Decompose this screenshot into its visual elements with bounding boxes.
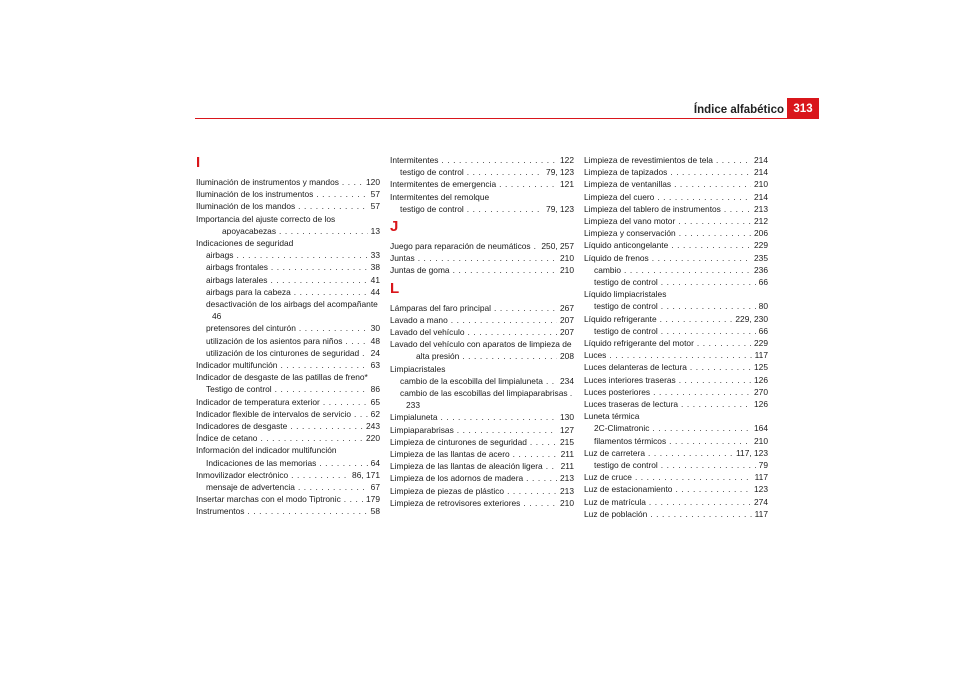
index-subentry: 2C-Climatronic . . . 164 xyxy=(584,422,768,434)
index-subentry: filamentos térmicos . . . 210 xyxy=(584,435,768,447)
index-entry: Inmovilizador electrónico . . . 86, 171 xyxy=(196,469,380,481)
section-letter: J xyxy=(390,218,399,236)
index-entry: Iluminación de los instrumentos . . . 57 xyxy=(196,188,380,200)
index-subentry: cambio . . . 236 xyxy=(584,264,768,276)
index-entry: Limpieza de cinturones de seguridad . . . 215 xyxy=(390,436,574,448)
index-subentry: Testigo de control . . . 86 xyxy=(196,383,380,395)
index-entry: Luces . . . 117 xyxy=(584,349,768,361)
index-entry: Líquido refrigerante . . . 229, 230 xyxy=(584,313,768,325)
index-entry: Iluminación de instrumentos y mandos . . . 120 xyxy=(196,176,380,188)
index-entry: Limpieza del cuero . . . 214 xyxy=(584,191,768,203)
index-column-1 xyxy=(196,154,380,518)
index-entry: Luz de población . . . 117 xyxy=(584,508,768,520)
index-entry: Intermitentes . . . 122 xyxy=(390,154,574,166)
index-entry: Indicadores de desgaste . . . 243 xyxy=(196,420,380,432)
index-entry: Juntas . . . 210 xyxy=(390,252,574,264)
index-entry: Luces traseras de lectura . . . 126 xyxy=(584,398,768,410)
index-entry: Intermitentes de emergencia . . . 121 xyxy=(390,178,574,190)
index-subentry: utilización de los asientos para niños . . . 48 xyxy=(196,335,380,347)
index-heading: Lavado del vehículo con aparatos de limpieza de xyxy=(390,339,572,350)
index-entry: Luces posteriores . . . 270 xyxy=(584,386,768,398)
index-heading: Indicaciones de seguridad xyxy=(196,238,294,249)
index-entry: Luz de carretera . . . 117, 123 xyxy=(584,447,768,459)
section-letter: I xyxy=(196,154,201,171)
index-column-3 xyxy=(584,154,768,520)
index-entry: Limpieza de los adornos de madera . . . 213 xyxy=(390,472,574,484)
index-entry: Luz de estacionamiento . . . 123 xyxy=(584,483,768,495)
index-subentry: testigo de control . . . 66 xyxy=(584,276,768,288)
index-subentry: airbags laterales . . . 41 xyxy=(196,274,380,286)
index-entry: Luz de matrícula . . . 274 xyxy=(584,496,768,508)
index-column-2 xyxy=(390,154,574,509)
index-subheading: desactivación de los airbags del acompañante xyxy=(206,299,378,310)
header-rule xyxy=(195,118,819,119)
section-letter: L xyxy=(390,279,400,297)
index-subentry: testigo de control . . . 79, 123 xyxy=(390,203,574,215)
index-entry: Juntas de goma . . . 210 xyxy=(390,264,574,276)
index-subentry: airbags . . . 33 xyxy=(196,249,380,261)
index-entry: Luces interiores traseras . . . 126 xyxy=(584,374,768,386)
index-entry: Insertar marchas con el modo Tiptronic . . . 179 xyxy=(196,493,380,505)
page-number: 313 xyxy=(787,98,819,118)
index-entry: Limpialuneta . . . 130 xyxy=(390,411,574,423)
index-heading: Indicador de desgaste de las patillas de freno* xyxy=(196,372,368,383)
index-page-ref: 233 xyxy=(406,400,420,411)
index-entry: Luces delanteras de lectura . . . 125 xyxy=(584,361,768,373)
index-subentry: Indicaciones de las memorias . . . 64 xyxy=(196,457,380,469)
index-entry: Lámparas del faro principal . . . 267 xyxy=(390,302,574,314)
index-subentry: airbags frontales . . . 38 xyxy=(196,261,380,273)
index-subentry: testigo de control . . . 79 xyxy=(584,459,768,471)
index-entry: Iluminación de los mandos . . . 57 xyxy=(196,200,380,212)
index-entry: Limpieza de ventanillas . . . 210 xyxy=(584,178,768,190)
header-title: Índice alfabético xyxy=(693,104,784,116)
index-entry: Limpieza de tapizados . . . 214 xyxy=(584,166,768,178)
index-entry: Líquido de frenos . . . 235 xyxy=(584,252,768,264)
index-entry: Lavado a mano . . . 207 xyxy=(390,314,574,326)
index-entry: Indicador multifunción . . . 63 xyxy=(196,359,380,371)
index-entry: Indicador de temperatura exterior . . . 65 xyxy=(196,396,380,408)
index-entry: Luz de cruce . . . 117 xyxy=(584,471,768,483)
index-heading: Información del indicador multifunción xyxy=(196,445,337,456)
index-heading: Luneta térmica xyxy=(584,411,640,422)
index-entry: Líquido refrigerante del motor . . . 229 xyxy=(584,337,768,349)
index-entry: Limpieza del tablero de instrumentos . . . 213 xyxy=(584,203,768,215)
index-subheading: cambio de las escobillas del limpiaparabrisas . xyxy=(400,388,573,399)
index-subentry: alta presión . . . 208 xyxy=(390,350,574,362)
index-subentry: mensaje de advertencia . . . 67 xyxy=(196,481,380,493)
index-entry: Limpieza de las llantas de acero . . . 211 xyxy=(390,448,574,460)
index-heading: Intermitentes del remolque xyxy=(390,191,490,202)
index-entry: Lavado del vehículo . . . 207 xyxy=(390,326,574,338)
index-subentry: testigo de control . . . 66 xyxy=(584,325,768,337)
index-entry: Índice de cetano . . . 220 xyxy=(196,432,380,444)
index-entry: Limpieza y conservación . . . 206 xyxy=(584,227,768,239)
index-entry: Indicador flexible de intervalos de servicio . . . 62 xyxy=(196,408,380,420)
index-heading: Limpiacristales xyxy=(390,363,446,374)
index-subentry: testigo de control . . . 80 xyxy=(584,300,768,312)
index-entry: Limpiaparabrisas . . . 127 xyxy=(390,424,574,436)
index-heading: Líquido limpiacristales xyxy=(584,289,667,300)
index-entry: Limpieza de retrovisores exteriores . . . 210 xyxy=(390,497,574,509)
index-subentry: cambio de la escobilla del limpialuneta . . . 234 xyxy=(390,375,574,387)
index-page-ref: 46 xyxy=(212,311,222,322)
index-entry: Limpieza de revestimientos de tela . . . 214 xyxy=(584,154,768,166)
index-entry: Juego para reparación de neumáticos . . . 250, 257 xyxy=(390,240,574,252)
index-subentry: utilización de los cinturones de seguridad . . . 24 xyxy=(196,347,380,359)
index-subentry: testigo de control . . . 79, 123 xyxy=(390,166,574,178)
index-heading: Importancia del ajuste correcto de los xyxy=(196,213,336,224)
index-entry: Limpieza de piezas de plástico . . . 213 xyxy=(390,485,574,497)
index-entry: Instrumentos . . . 58 xyxy=(196,505,380,517)
index-entry: Líquido anticongelante . . . 229 xyxy=(584,239,768,251)
index-subentry: pretensores del cinturón . . . 30 xyxy=(196,322,380,334)
index-subentry: apoyacabezas . . . 13 xyxy=(196,225,380,237)
index-entry: Limpieza del vano motor . . . 212 xyxy=(584,215,768,227)
index-entry: Limpieza de las llantas de aleación ligera . . . 211 xyxy=(390,460,574,472)
index-subentry: airbags para la cabeza . . . 44 xyxy=(196,286,380,298)
